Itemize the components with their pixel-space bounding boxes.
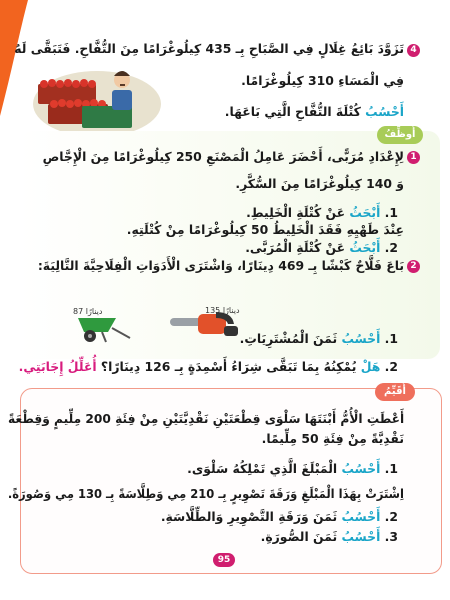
- assess-badge: أُقَيِّمُ: [375, 383, 415, 401]
- question-index: 2.: [380, 509, 398, 524]
- exercise4-line2: فِي الْمَسَاءِ 310 كِيلُوغْرَامًا.: [241, 73, 404, 88]
- question-verb: أَحْسُبُ: [341, 529, 381, 544]
- question-index: 1.: [380, 331, 398, 346]
- exercise4-line1: تَزَوَّدَ بَائِعُ غِلَالٍ فِي الصَّبَاحِ بِـ 435 كِيلُوغْرَامًا مِنَ التُّفَّاحِ. فَتَبَقَّى لَهُ: [14, 41, 404, 56]
- corner-decoration: [0, 0, 32, 118]
- apply-ex2-question1: [240, 331, 398, 347]
- question-verb: أَحْسُبُ: [365, 104, 404, 119]
- question-verb: أَحْسُبُ: [341, 331, 381, 346]
- apply-ex1-line2: وَ 140 كِيلُوغْرَامًا مِنَ السُّكَّرِ.: [235, 176, 404, 191]
- exercise-number-4: 4: [407, 44, 420, 57]
- apply-ex1-line1: لِإِعْدَادِ مُرَبًّى، أَحْضَرَ عَامِلُ الْمَصْنَعِ 250 كِيلُوغْرَامًا مِنَ الْإِجَّاصِ: [42, 149, 404, 164]
- assess-question2: [161, 509, 398, 525]
- exercise4-question: [225, 104, 404, 120]
- apply-badge: أُوظِّفُ: [377, 126, 423, 144]
- saw-price-tag: 135 دينارًا: [205, 306, 240, 315]
- question-index: 1.: [380, 205, 398, 220]
- question-index: 2.: [380, 359, 398, 374]
- question-text: كُتْلَةَ التُّفَّاحِ الَّتِي بَاعَهَا.: [224, 104, 366, 119]
- wheelbarrow-illustration: [72, 314, 132, 344]
- question-verb: أَحْسُبُ: [341, 509, 381, 524]
- assess-line2: نَقْدِيَّةً مِنْ فِئَةِ 50 مِلِّيمًا.: [261, 431, 404, 446]
- question-index: 2.: [380, 240, 398, 255]
- exercise-number-1: 1: [407, 151, 420, 164]
- justify-answer-prompt: أُعَلِّلُ إِجَابَتِي.: [18, 359, 97, 374]
- question-text: ثَمَنَ الْمُشْتَرِيَاتِ.: [239, 331, 342, 346]
- question-verb: أَحْسُبُ: [341, 461, 381, 476]
- question-index: 1.: [380, 461, 398, 476]
- question-index: 3.: [380, 529, 398, 544]
- apply-ex1-question2: [245, 240, 398, 256]
- question-verb: أَبْحَثُ: [349, 205, 381, 220]
- wheelbarrow-price-tag: 87 دينارًا: [73, 307, 103, 316]
- question-text: الْمَبْلَغَ الَّذِي تَمْلِكُهُ سَلْوَى.: [187, 461, 342, 476]
- question-verb: أَبْحَثُ: [349, 240, 381, 255]
- assess-question3: [261, 529, 398, 545]
- exercise-number-2: 2: [407, 260, 420, 273]
- page-number: 95: [213, 553, 235, 567]
- apply-ex2-question2: [19, 359, 398, 375]
- question-text: عَنْ كُتْلَةِ الْخَلِيطِ.: [246, 205, 350, 220]
- question-text: ثَمَنَ الصُّورَةِ.: [260, 529, 342, 544]
- assess-question1: [187, 461, 398, 477]
- apply-ex1-question1: [246, 205, 398, 221]
- apple-seller-illustration: [32, 62, 162, 138]
- question-text: عَنْ كُتْلَةِ الْمُرَبَّى.: [245, 240, 350, 255]
- question-text: يُمْكِنُهُ بِمَا تَبَقَّى شِرَاءُ أَسْمِدَةٍ بِـ 126 دِينَارًا؟: [96, 359, 361, 374]
- question-text: ثَمَنَ وَرَقَةِ التَّصْوِيرِ وَالطِّلَّاسَةِ.: [160, 509, 342, 524]
- question-verb: هَلْ: [360, 359, 381, 374]
- apply-ex2-line1: بَاعَ فَلَّاحٌ كَبْشًا بِـ 469 دِينَارًا، وَاشْتَرَى الْأَدَوَاتِ الْفِلَاحِيَّةَ التَّالِيَةَ:: [37, 258, 404, 273]
- assess-line1: أَعْطَتِ الْأُمُّ أَبْنَتَهَا سَلْوَى قِطْعَتَيْنِ نَقْدِيَّتَيْنِ مِنْ فِئَةِ 200 مِلِّيمٍ وَقِطْعَةً: [7, 411, 405, 426]
- apply-ex1-line3: عِنْدَ طَهْيِهِ فَقَدَ الْخَلِيطُ 50 كِيلُوغْرَامًا مِنْ كُتْلَتِهِ.: [126, 222, 404, 237]
- assess-line3: اِشْتَرَتْ بِهَذَا الْمَبْلَغِ وَرَقَةَ تَصْوِيرٍ بِـ 210 مِي وَطِلَّاسَةً بِـ 130 مِي وَصُورَةً.: [7, 486, 404, 501]
